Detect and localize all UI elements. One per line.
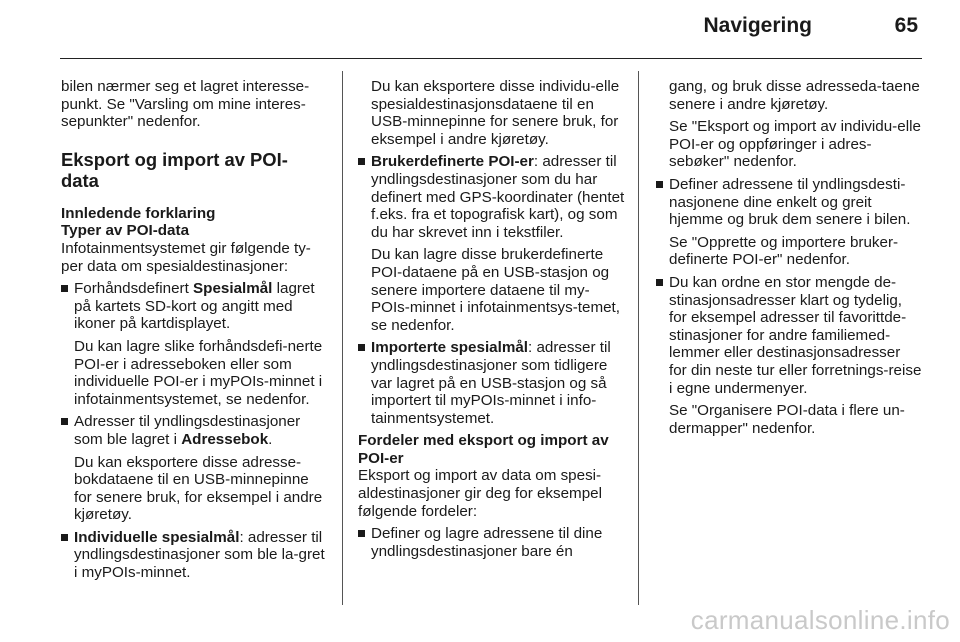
page-title: Navigering: [703, 14, 812, 37]
list-item-term: Spesialmål: [193, 280, 273, 298]
column-divider-2: [638, 71, 639, 605]
list-item-term: Importerte spesialmål: [371, 339, 528, 357]
list-item-text: Definer adressene til yndlingsdesti-nasjonene dine enkelt og greit hjemme og bruk dem senere i bilen.: [669, 175, 911, 229]
page-number: 65: [894, 14, 918, 37]
intro-paragraph: bilen nærmer seg et lagret interesse-punkt. Se "Varsling om mine interes-sepunkter" nedenfor.: [61, 78, 310, 131]
list-item-continuation: Se "Organisere POI-data i flere un-dermapper" nedenfor.: [669, 402, 905, 437]
list-item-continuation: Du kan lagre slike forhåndsdefi-nerte POI-er i adresseboken eller som individuelle POI-er i myPOIs-minnet i infotainmentsystemet, se nedenfor.: [74, 337, 323, 408]
list-item: [656, 176, 922, 229]
section-title: Eksport og import av POI-data: [61, 148, 288, 191]
list-item-text: Forhåndsdefinert: [74, 280, 194, 298]
column-1: [61, 78, 325, 587]
list-item-text: : adresser til yndlingsdestinasjoner som ble la-gret i myPOIs-minnet.: [74, 528, 325, 582]
list-item-term: Brukerdefinerte POI-er: [371, 153, 534, 171]
benefits-paragraph: Eksport og import av data om spesi-aldestinasjoner gir deg for eksempel følgende fordeler:: [358, 467, 602, 520]
list-item: [61, 529, 325, 582]
watermark: carmanualsonline.info: [690, 605, 950, 635]
list-item-term: Adressebok: [181, 430, 269, 448]
poi-types-paragraph: Infotainmentsystemet gir følgende ty-per data om spesialdestinasjoner:: [61, 239, 311, 275]
list-item-continuation: Du kan eksportere disse individu-elle spesialdestinasjonsdataene til en USB-minnepinne for senere bruk, for eksempel i andre kjøretøy.: [371, 78, 620, 148]
subheading-benefits: Fordeler med eksport og import av POI-er: [358, 432, 609, 467]
list-item-text: Adresser til yndlingsdestinasjoner som ble lagret i: [74, 413, 301, 448]
list-item: [358, 153, 626, 241]
column-3: [656, 78, 922, 442]
list-item: [656, 274, 922, 397]
list-item-text: lagret på kartets SD-kort og angitt med ikoner på kartdisplayet.: [74, 280, 315, 333]
list-item-continuation: Se "Opprette og importere bruker-definerte POI-er" nedenfor.: [669, 233, 899, 269]
column-divider-1: [342, 71, 343, 605]
subheading-poi-types: Typer av POI-data: [61, 222, 190, 240]
list-item-continuation: Du kan lagre disse brukerdefinerte POI-dataene på en USB-stasjon og senere importere dataene til my-POIs-minnet i infotainmentsys-temet, se nedenfor.: [371, 246, 620, 334]
column-2: [358, 78, 626, 565]
list-item-continuation: gang, og bruk disse adresseda-taene senere i andre kjøretøy.: [669, 78, 920, 113]
list-item-text: : adresser til yndlingsdestinasjoner som du har definert med GPS-koordinater (hentet f.eks. fra et topografisk kart), og som du har skrevet inn i tekstfiler.: [371, 153, 625, 241]
list-item: [358, 525, 626, 560]
subheading-intro: Innledende forklaring: [61, 204, 216, 222]
list-item-text: Du kan ordne en stor mengde de-stinasjonsadresser klart og tydelig, for eksempel adresser til favorittde-stinasjoner for andre familiemed-lemmer eller destinasjonsadresser for din neste tur eller forretnings-reise i egne undermenyer.: [669, 273, 922, 397]
header-divider: [60, 58, 922, 59]
list-item: [358, 339, 626, 427]
list-item: [61, 413, 325, 448]
list-item-term: Individuelle spesialmål: [74, 528, 240, 546]
list-item-text: Definer og lagre adressene til dine yndlingsdestinasjoner bare én: [371, 525, 603, 560]
list-item-text: .: [268, 430, 273, 448]
list-item-text: : adresser til yndlingsdestinasjoner som tidligere var lagret på en USB-stasjon og så importert til myPOIs-minnet i info-tainmentsystemet.: [371, 339, 611, 427]
list-item-continuation: Du kan eksportere disse adresse-bokdataene til en USB-minnepinne for senere bruk, for eksempel i andre kjøretøy.: [74, 453, 323, 524]
list-item-continuation: Se "Eksport og import av individu-elle POI-er og oppføringer i adres-sebøker" nedenfor.: [669, 118, 921, 171]
list-item: [61, 280, 325, 333]
